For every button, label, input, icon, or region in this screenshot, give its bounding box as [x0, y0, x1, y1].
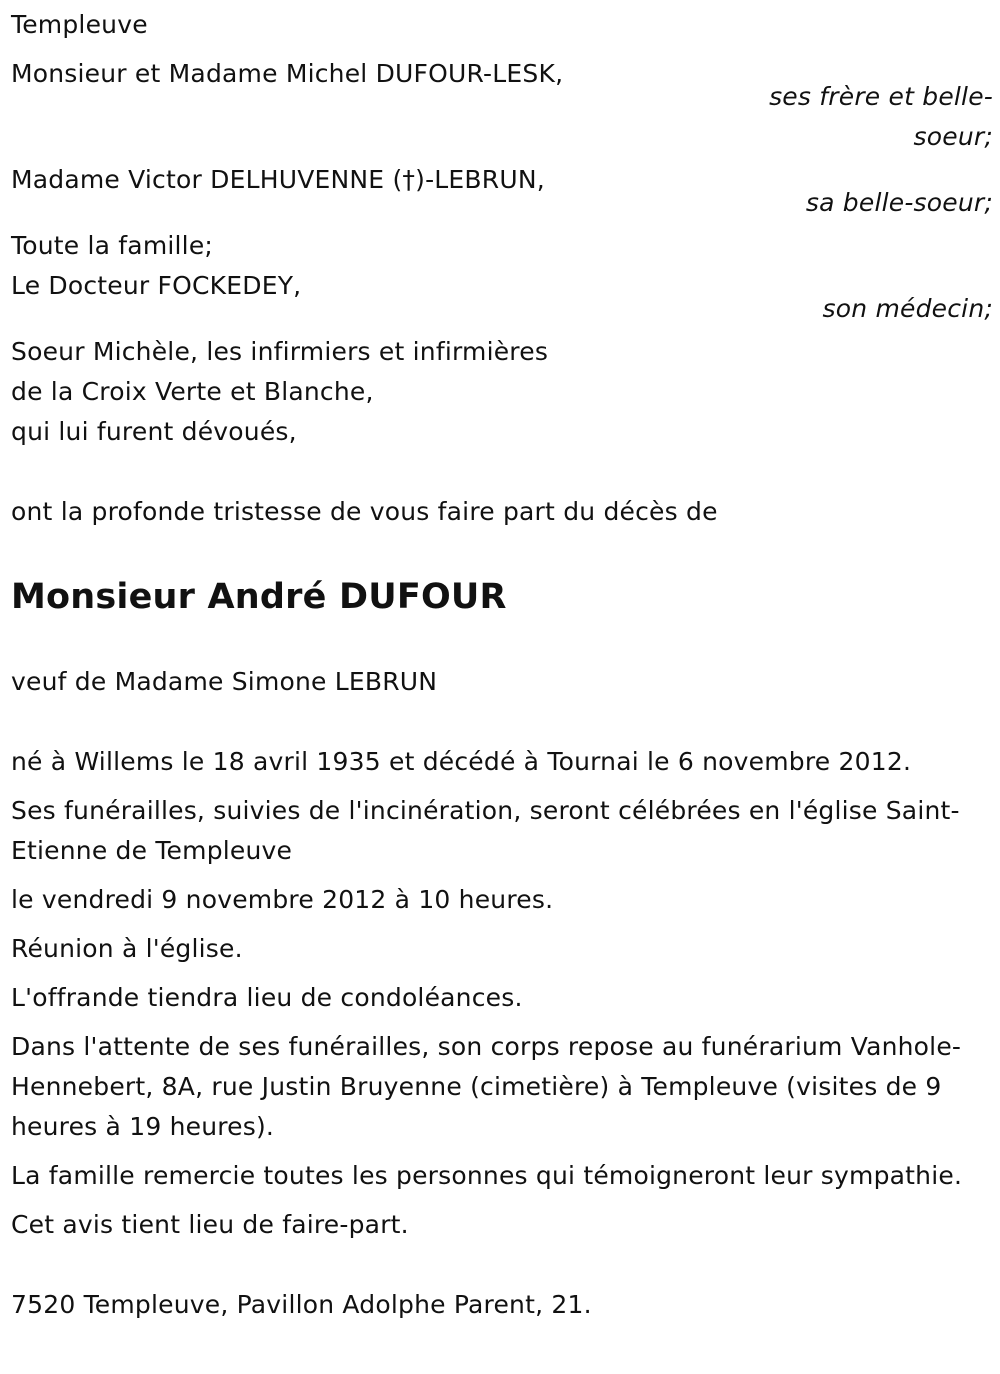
announcement: ont la profonde tristesse de vous faire part du décès de: [11, 497, 718, 526]
sister-in-law-prefix: Madame Victor DELHUVENNE (: [11, 165, 403, 194]
brother-names: Monsieur et Madame Michel DUFOUR-LESK,: [11, 59, 564, 88]
birth-death: né à Willems le 18 avril 1935 et décédé à Tournai le 6 novembre 2012.: [11, 747, 912, 776]
nurses-line-2: de la Croix Verte et Blanche,: [11, 377, 374, 406]
deceased-name: Monsieur André DUFOUR: [11, 577, 507, 617]
obituary-notice: [11, 5, 991, 1325]
widower-of: veuf de Madame Simone LEBRUN: [11, 667, 438, 696]
nurses-line-1: Soeur Michèle, les infirmiers et infirmières: [11, 337, 549, 366]
brother-role-line-1: ses frère et belle-: [769, 82, 993, 111]
resting-place: Dans l'attente de ses funérailles, son corps repose au funérarium Vanhole-Hennebert, 8A, rue Justin Bruyenne (cimetière) à Templeuve (visites de 9 heures à 19 heures).: [11, 1032, 962, 1141]
address: 7520 Templeuve, Pavillon Adolphe Parent, 21.: [11, 1290, 592, 1319]
all-family: Toute la famille;: [11, 231, 214, 260]
brother-role-line-2: soeur;: [913, 122, 993, 151]
thanks-note: La famille remercie toutes les personnes qui témoigneront leur sympathie.: [11, 1161, 963, 1190]
funeral-date: le vendredi 9 novembre 2012 à 10 heures.: [11, 885, 554, 914]
cross-icon: †: [402, 165, 416, 194]
offering-note: L'offrande tiendra lieu de condoléances.: [11, 983, 523, 1012]
doctor-name: Le Docteur FOCKEDEY,: [11, 271, 302, 300]
sister-in-law-role: sa belle-soeur;: [805, 188, 993, 217]
doctor-role: son médecin;: [822, 294, 993, 323]
sister-in-law-suffix: )-LEBRUN,: [415, 165, 545, 194]
funeral-info: Ses funérailles, suivies de l'incinération, seront célébrées en l'église Saint-Etienne de Templeuve: [11, 796, 960, 865]
notice-note: Cet avis tient lieu de faire-part.: [11, 1210, 409, 1239]
meeting-place: Réunion à l'église.: [11, 934, 243, 963]
place-heading: Templeuve: [11, 10, 148, 39]
nurses-line-3: qui lui furent dévoués,: [11, 417, 297, 446]
